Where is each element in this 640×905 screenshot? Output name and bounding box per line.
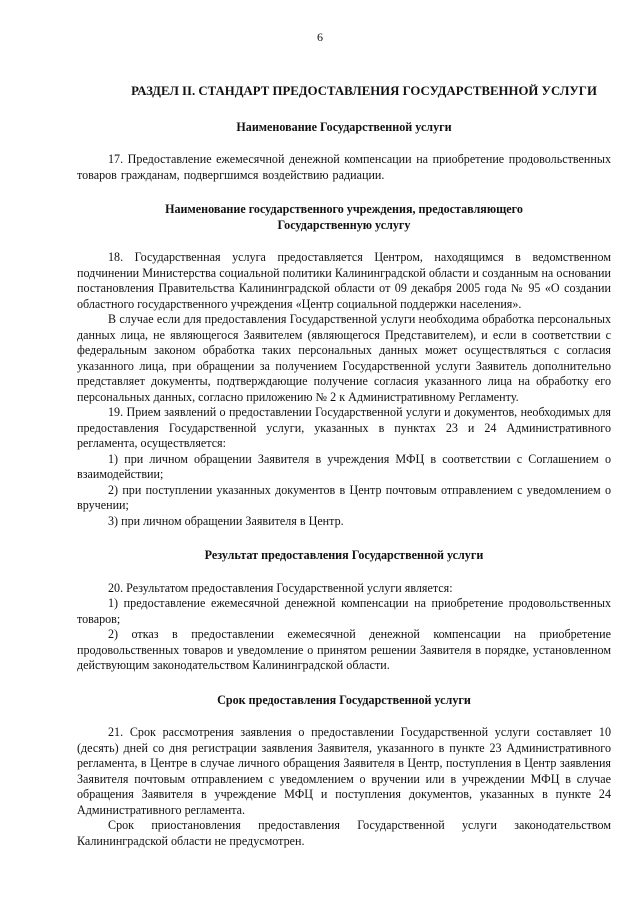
list-item-19-2: 2) при поступлении указанных документов в Центр почтовым отправлением с уведомлением о вручении; bbox=[77, 482, 611, 512]
heading-result: Результат предоставления Государственной услуги bbox=[204, 548, 484, 562]
paragraph-18: 18. Государственная услуга предоставляется Центром, находящимся в ведомственном подчинении Министерства социальной политики Калининградской области и созданным на основании постановления Правительства Калининградской области от 09 декабря 2005 года № 95 «О создании областного государственного учреждения «Центр социальной поддержки населения». bbox=[77, 250, 611, 311]
list-item-19-3: 3) при личном обращении Заявителя в Центр. bbox=[108, 513, 344, 528]
paragraph-19: 19. Прием заявлений о предоставлении Государственной услуги и документов, необходимых для предоставления Государственной услуги, указанных в пунктах 23 и 24 Административного регламента, осуществляется: bbox=[77, 405, 611, 450]
paragraph-20: 20. Результатом предоставления Государственной услуги является: bbox=[108, 580, 453, 595]
paragraph-personal-data: В случае если для предоставления Государственной услуги необходима обработка персональных данных лица, не являющегося Заявителем (являющегося Представителем), и если в соответствии с федеральным законом обработка таких персональных данных может осуществляться с согласия указанного лица, при обращении за получением Государственной услуги Заявитель дополнительно представляет документы, подтверждающие получение согласия указанного лица на обработку его персональных данных, согласно приложению № 2 к Административному Регламенту. bbox=[77, 312, 611, 404]
list-item-19-1: 1) при личном обращении Заявителя в учреждения МФЦ в соответствии с Соглашением о взаимодействии; bbox=[77, 451, 611, 481]
paragraph-21: 21. Срок рассмотрения заявления о предоставлении Государственной услуги составляет 10 (десять) дней со дня регистрации заявления Заявителя, указанного в пункте 23 Административного регламента, в Центре в случае личного обращения Заявителя в Центр, поступления в Центр заявления Заявителя почтовым отправлением с уведомлением о вручении или в учреждении МФЦ в случае обращения Заявителя в учреждение МФЦ и поступления документов, указанных в пункте 24 Административного регламента. bbox=[77, 725, 611, 817]
document-body bbox=[77, 84, 611, 849]
page-number: 6 bbox=[317, 30, 323, 44]
heading-institution: Наименование государственного учреждения, предоставляющего Государственную услугу bbox=[165, 202, 523, 232]
paragraph-17: 17. Предоставление ежемесячной денежной компенсации на приобретение продовольственных товаров гражданам, подвергшимся воздействию радиации. bbox=[77, 152, 611, 182]
heading-term: Срок предоставления Государственной услуги bbox=[217, 692, 471, 707]
heading-service-name: Наименование Государственной услуги bbox=[236, 119, 452, 134]
section-title: РАЗДЕЛ II. СТАНДАРТ ПРЕДОСТАВЛЕНИЯ ГОСУДАРСТВЕННОЙ УСЛУГИ bbox=[131, 84, 597, 98]
paragraph-suspension: Срок приостановления предоставления Государственной услуги законодательством Калининградской области не предусмотрен. bbox=[77, 818, 611, 848]
list-item-20-2: 2) отказ в предоставлении ежемесячной денежной компенсации на приобретение продовольственных товаров и уведомление о принятом решении Заявителя в порядке, установленном действующим законодательством Калининградской области. bbox=[77, 627, 611, 672]
list-item-20-1: 1) предоставление ежемесячной денежной компенсации на приобретение продовольственных товаров; bbox=[77, 596, 611, 626]
